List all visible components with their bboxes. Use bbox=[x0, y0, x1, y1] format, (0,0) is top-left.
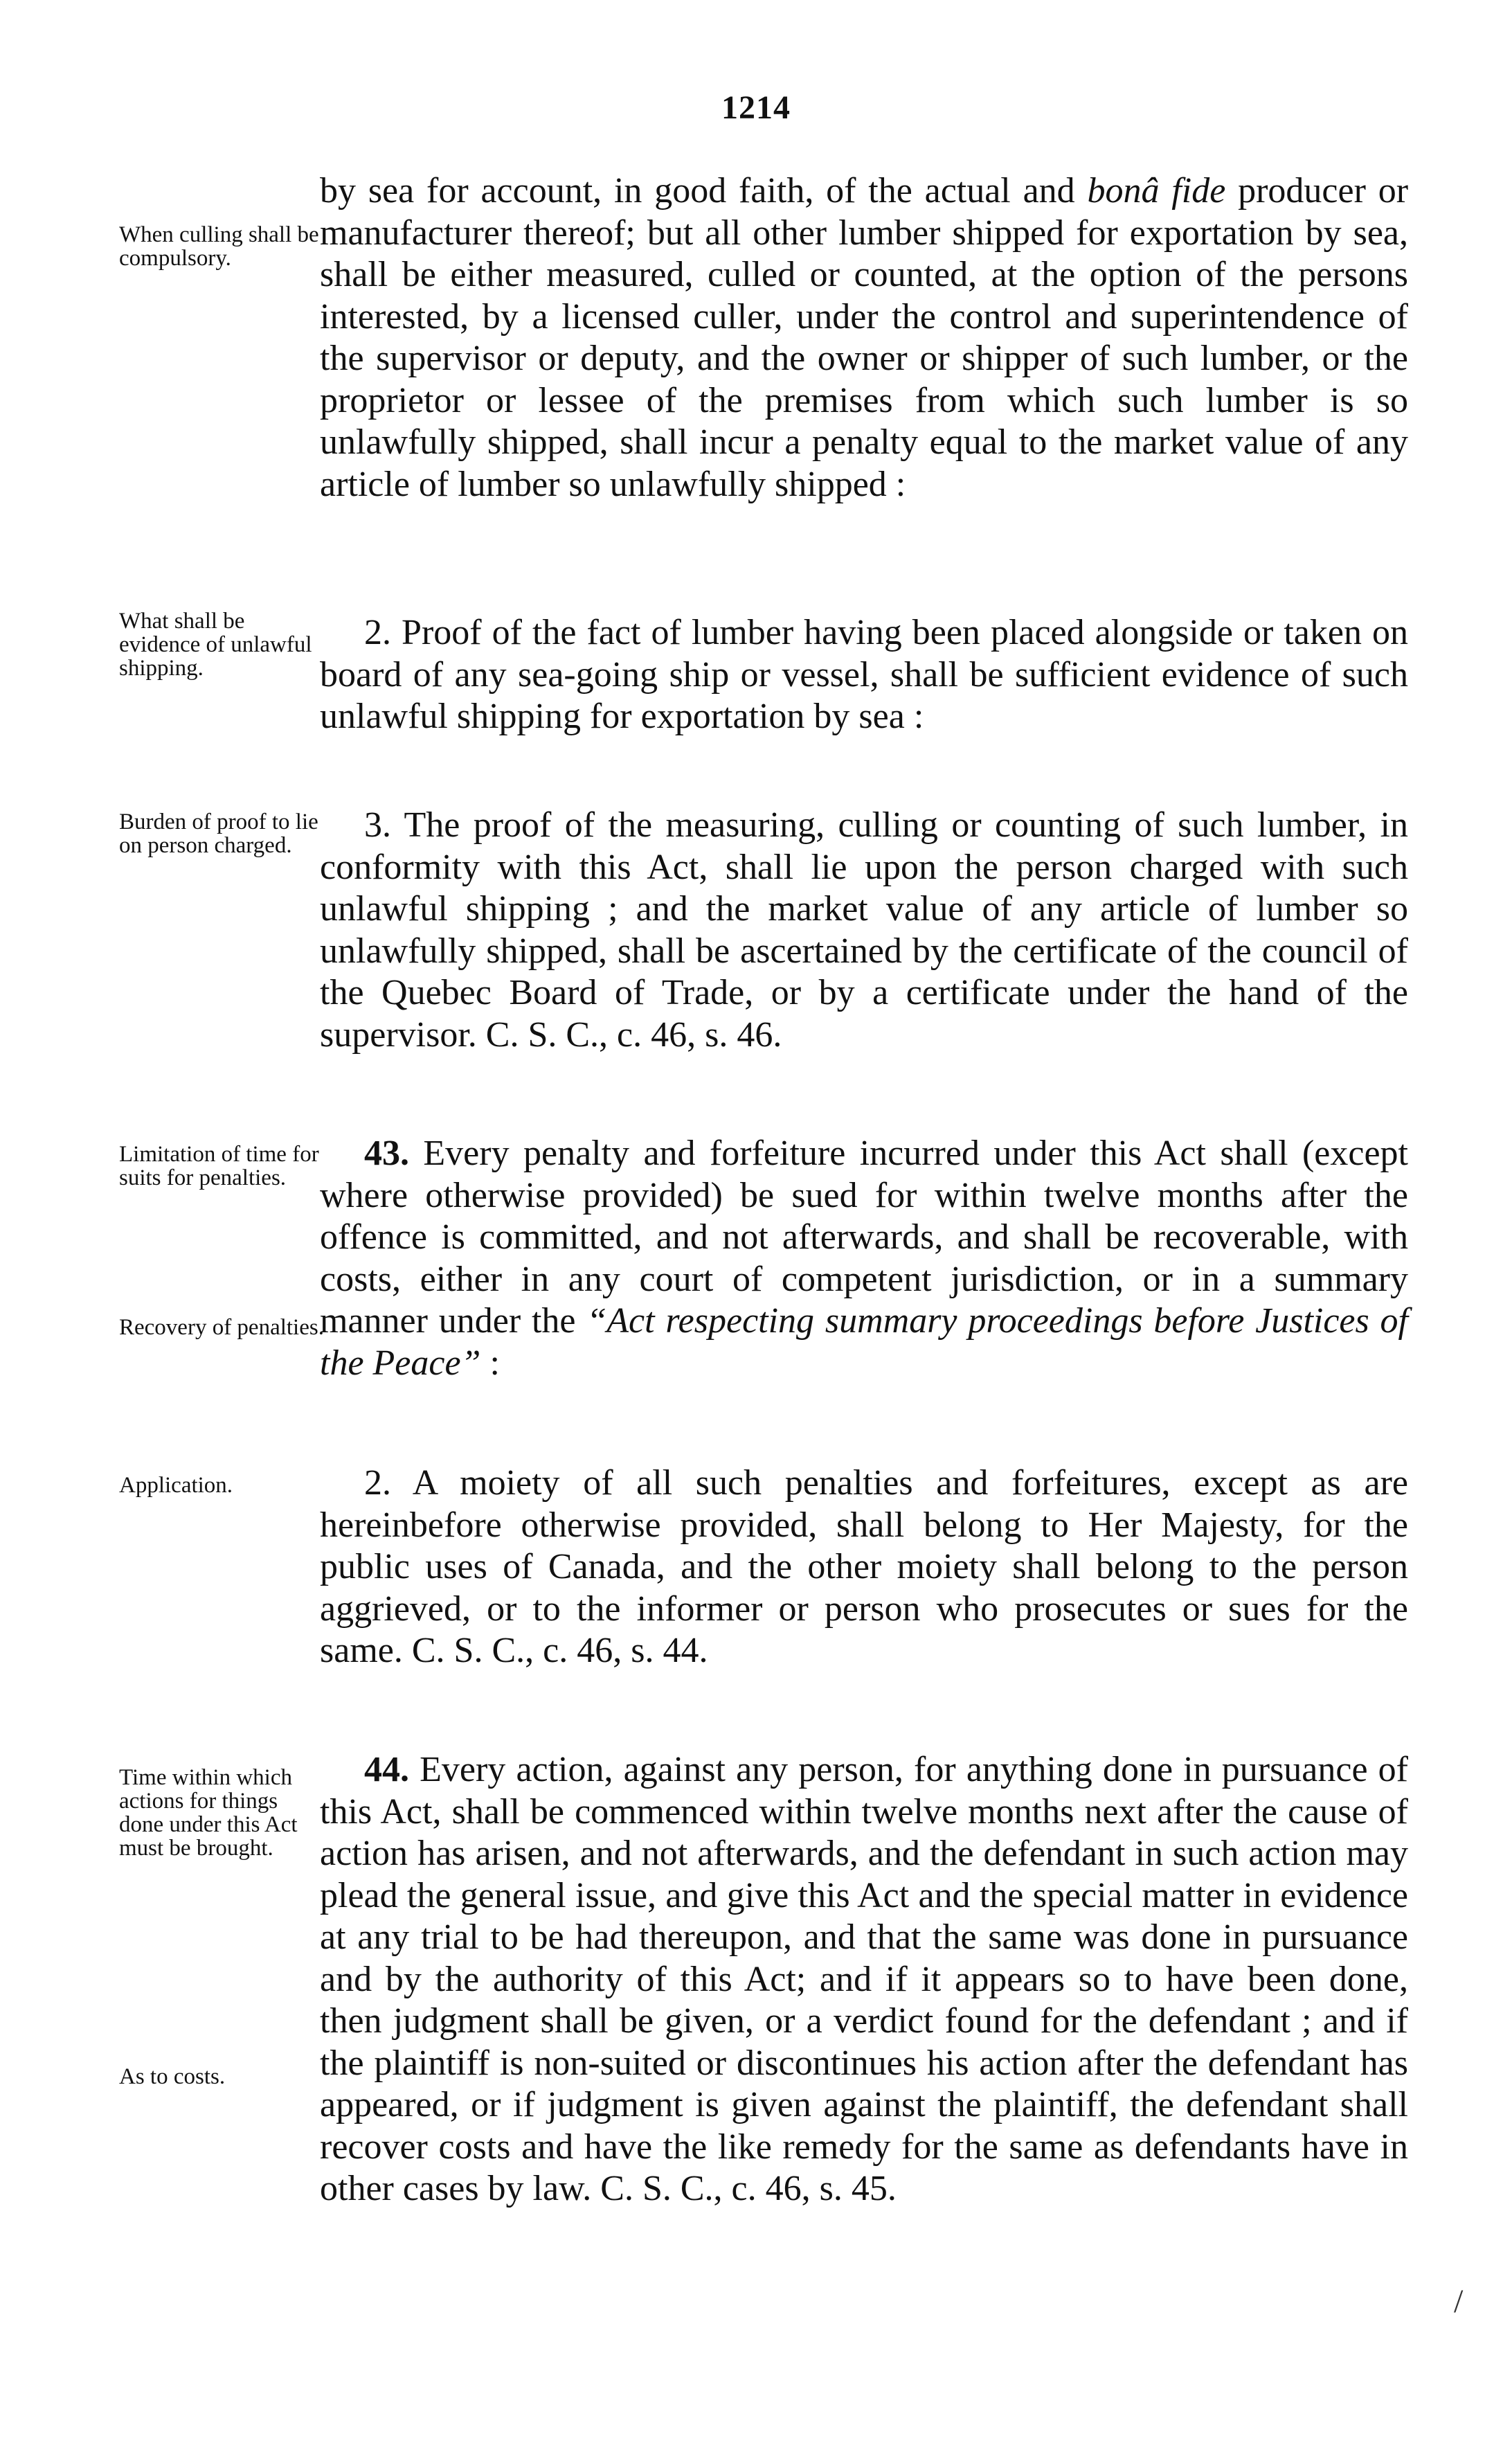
section-43-number: 43. bbox=[364, 1134, 409, 1173]
pen-mark: / bbox=[1454, 2283, 1464, 2320]
margin-note-costs: As to costs. bbox=[119, 2064, 226, 2089]
margin-note-application: Application. bbox=[119, 1473, 233, 1498]
section-43-text: Every penalty and forfeiture incurred under this Act shall (except where otherwise provided) be sued for within twelve months after the offence is committed, and not afterwards, and shall be recoverable, with costs, either in any court of competent jurisdiction, or in a summary manner under the bbox=[320, 1134, 1408, 1341]
paragraph-1-start: by sea for account, in good faith, of the actual and bbox=[320, 171, 1075, 211]
margin-note-burden: Burden of proof to lie on person charged. bbox=[119, 809, 318, 858]
section-44 bbox=[320, 1749, 1408, 2210]
paragraph-2-text: 2. Proof of the fact of lumber having been placed alongside or taken on board of any sea-going ship or vessel, shall be sufficient evidence of such unlawful shipping for exportation by sea : bbox=[320, 613, 1408, 736]
margin-note-limitation: Limitation of time for suits for penalties. bbox=[119, 1142, 319, 1190]
margin-note-time-within: Time within which actions for things done under this Act must be brought. bbox=[119, 1765, 298, 1861]
margin-note-evidence: What shall be evidence of unlawful shipping. bbox=[119, 609, 312, 681]
section-43-subsection-2-text: 2. A moiety of all such penalties and forfeitures, except as are hereinbefore otherwise provided, shall belong to Her Majesty, for the public uses of Canada, and the other moiety shall belong to the person aggrieved, or to the informer or person who prosecutes or sues for the same. C. S. C., c. 46, s. 44. bbox=[320, 1463, 1408, 1670]
paragraph-1-rest: producer or manufacturer thereof; but all other lumber shipped for exportation by sea, shall be either measured, culled or counted, at the option of the persons interested, by a licensed culler, under the control and superintendence of the supervisor or deputy, and the owner or shipper of such lumber, or the proprietor or lessee of the premises from which such lumber is so unlawfully shipped, shall incur a penalty equal to the market value of any article of lumber so unlawfully shipped : bbox=[320, 171, 1409, 504]
paragraph-3 bbox=[320, 805, 1408, 1056]
bona-fide-term: bonâ fide bbox=[1087, 171, 1226, 211]
section-43 bbox=[320, 1133, 1408, 1384]
paragraph-3-text: 3. The proof of the measuring, culling or counting of such lumber, in conformity with this Act, shall lie upon the person charged with such unlawful shipping ; and the market value of any article of lumber so unlawfully shipped, shall be ascertained by the certificate of the council of the Quebec Board of Trade, or by a certificate under the hand of the supervisor. C. S. C., c. 46, s. 46. bbox=[320, 805, 1408, 1055]
page-number: 1214 bbox=[721, 89, 791, 126]
paragraph-2 bbox=[320, 612, 1408, 738]
paragraph-1 bbox=[320, 170, 1408, 505]
section-44-text: Every action, against any person, for anything done in pursuance of this Act, shall be commenced within twelve months next after the cause of action has arisen, and not afterwards, and the defendant in such action may plead the general issue, and give this Act and the special matter in evidence at any trial to be had thereupon, and that the same was done in pursuance and by the authority of this Act; and if it appears so to have been done, then judgment shall be given, or a verdict found for the defendant ; and if the plaintiff is non-suited or discontinues his action after the defendant has appeared, or if judgment is given against the plaintiff, the defendant shall recover costs and have the like remedy for the same as defendants have in other cases by law. C. S. C., c. 46, s. 45. bbox=[320, 1750, 1408, 2208]
section-43-end: : bbox=[489, 1343, 500, 1383]
section-44-number: 44. bbox=[364, 1750, 409, 1789]
section-43-act-title: “Act respecting summary proceedings before Justices of the Peace” bbox=[320, 1301, 1409, 1383]
section-43-subsection-2 bbox=[320, 1462, 1408, 1672]
margin-note-culling: When culling shall be compulsory. bbox=[119, 222, 319, 271]
margin-note-recovery: Recovery of penalties. bbox=[119, 1315, 324, 1340]
